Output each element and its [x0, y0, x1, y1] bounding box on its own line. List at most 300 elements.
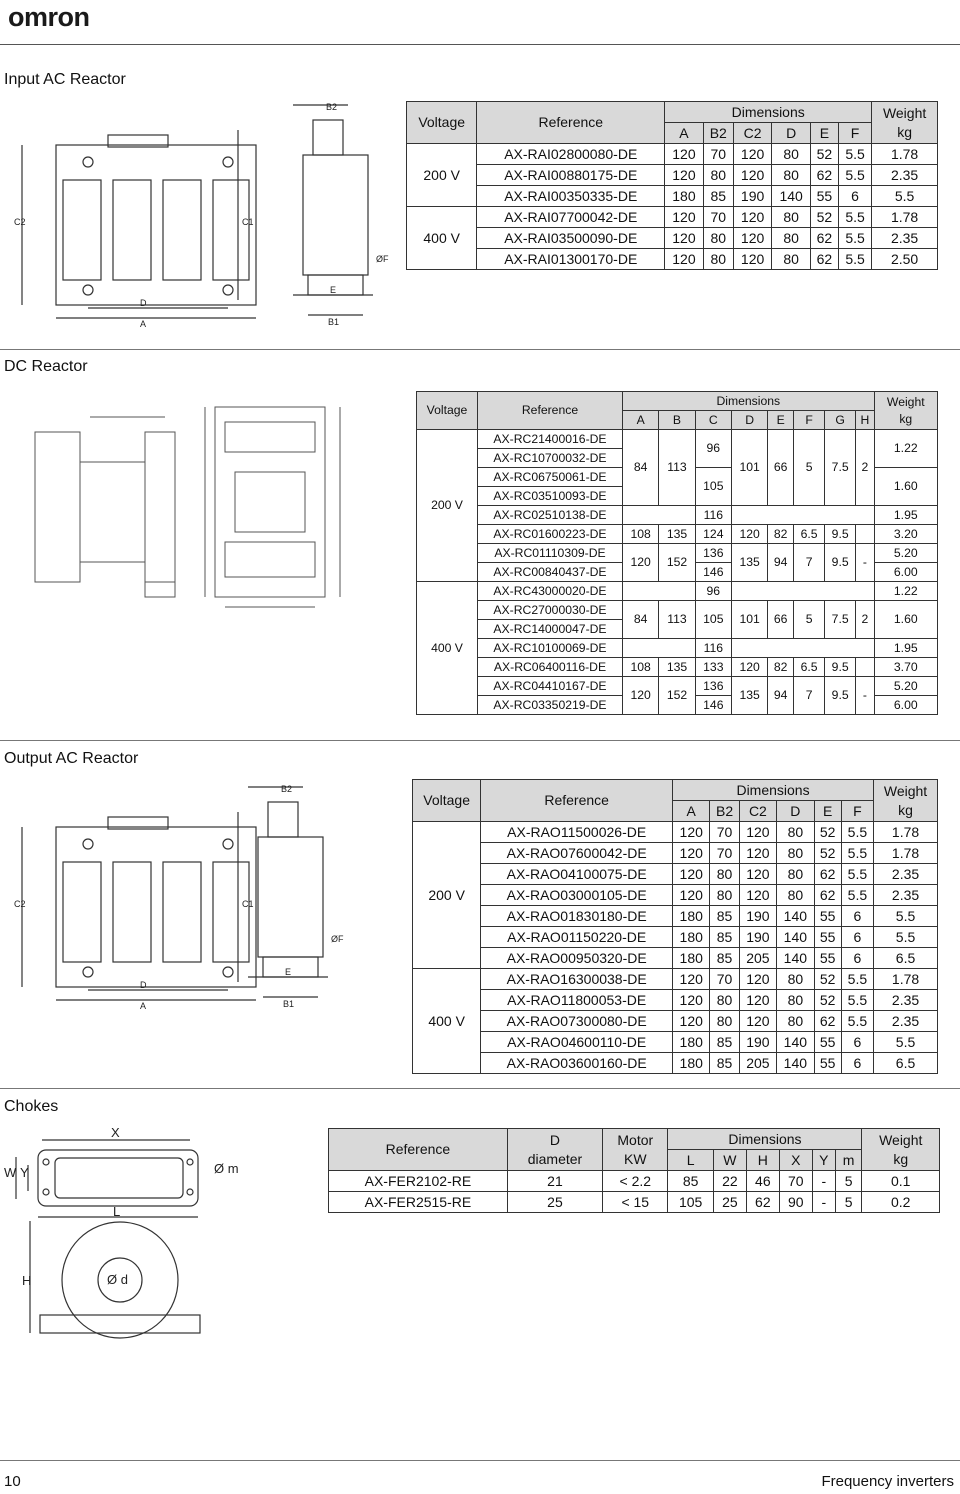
value-cell: 120 — [673, 1011, 710, 1032]
value-cell: 80 — [772, 207, 811, 228]
table-cell: 400 V — [417, 582, 478, 715]
value-cell: 55 — [814, 906, 841, 927]
table-cell: 135 — [731, 677, 767, 715]
col-b2: B2 — [703, 123, 733, 144]
col-c2: C2 — [733, 123, 772, 144]
footer-title: Frequency inverters — [821, 1473, 954, 1490]
table-cell: 3.20 — [874, 525, 937, 544]
reference-cell: AX-RAO11500026-DE — [481, 822, 673, 843]
value-cell: 120 — [739, 822, 776, 843]
voltage-cell: 400 V — [413, 969, 481, 1074]
table-row — [413, 822, 938, 843]
table-cell: 7 — [794, 677, 825, 715]
value-cell: 120 — [673, 990, 710, 1011]
value-cell: 120 — [739, 864, 776, 885]
dim-label-b1: B1 — [283, 999, 295, 1009]
table-cell: 84 — [623, 430, 659, 506]
value-cell: 90 — [779, 1192, 812, 1213]
table-cell — [623, 639, 696, 658]
dim-label-f: ØF — [376, 254, 389, 264]
value-cell: 180 — [673, 927, 710, 948]
voltage-cell: 200 V — [407, 144, 477, 207]
value-cell: 190 — [739, 927, 776, 948]
col-dimensions: Dimensions — [668, 1129, 862, 1150]
section-title-input-ac: Input AC Reactor — [4, 71, 126, 88]
value-cell: 22 — [713, 1171, 746, 1192]
table-cell: AX-RC21400016-DE — [478, 430, 623, 449]
value-cell: 120 — [665, 228, 704, 249]
value-cell: 25 — [507, 1192, 602, 1213]
value-cell: 80 — [777, 822, 814, 843]
col-reference: Reference — [477, 102, 665, 144]
value-cell: 120 — [665, 144, 704, 165]
value-cell: 140 — [777, 1032, 814, 1053]
table-cell — [856, 658, 874, 677]
table-cell: 113 — [659, 601, 695, 639]
col-weight: Weight kg — [874, 392, 937, 430]
value-cell: 180 — [673, 1053, 710, 1074]
value-cell: 70 — [703, 144, 733, 165]
col-reference: Reference — [481, 780, 673, 822]
table-row — [417, 392, 938, 411]
value-cell: 6.5 — [874, 1053, 938, 1074]
value-cell: 85 — [710, 1032, 739, 1053]
table-cell — [623, 582, 696, 601]
reference-cell: AX-RAO04100075-DE — [481, 864, 673, 885]
table-cell: AX-RC06400116-DE — [478, 658, 623, 677]
page-number: 10 — [4, 1473, 21, 1490]
table-row — [417, 525, 938, 544]
value-cell: 5.5 — [841, 885, 873, 906]
footer-rule — [0, 1460, 960, 1461]
table-cell: 146 — [695, 563, 731, 582]
value-cell: 62 — [810, 228, 838, 249]
dc-reactor-drawing — [30, 392, 370, 622]
dim-label-b2: B2 — [281, 784, 293, 794]
value-cell: < 2.2 — [603, 1171, 668, 1192]
value-cell: 120 — [739, 969, 776, 990]
value-cell: 120 — [673, 864, 710, 885]
value-cell: 120 — [665, 249, 704, 270]
value-cell: 80 — [703, 249, 733, 270]
value-cell: 5.5 — [841, 822, 873, 843]
table-cell: 6.5 — [794, 658, 825, 677]
voltage-cell: 200 V — [413, 822, 481, 969]
table-row — [329, 1171, 940, 1192]
value-cell: 80 — [772, 165, 811, 186]
value-cell: 52 — [814, 843, 841, 864]
value-cell: 6.5 — [874, 948, 938, 969]
table-cell: 82 — [768, 658, 794, 677]
table-row — [407, 186, 938, 207]
value-cell: 6 — [838, 186, 871, 207]
table-cell: 1.95 — [874, 506, 937, 525]
table-cell: 105 — [695, 468, 731, 506]
col-h: H — [856, 411, 874, 430]
value-cell: 85 — [703, 186, 733, 207]
value-cell: 80 — [777, 1011, 814, 1032]
table-cell: 7.5 — [825, 430, 856, 506]
col-d-diameter: D diameter — [507, 1129, 602, 1171]
value-cell: 120 — [673, 969, 710, 990]
col-weight: Weight kg — [862, 1129, 940, 1171]
table-cell: 116 — [695, 506, 731, 525]
table-cell: 96 — [695, 582, 731, 601]
table-cell: 108 — [623, 525, 659, 544]
section-rule — [0, 349, 960, 350]
value-cell: 52 — [814, 822, 841, 843]
col-motor-kw: Motor KW — [603, 1129, 668, 1171]
table-cell: 6.00 — [874, 696, 937, 715]
table-row — [407, 228, 938, 249]
input-ac-reactor-drawing — [8, 100, 403, 330]
value-cell: 55 — [810, 186, 838, 207]
table-cell: 3.70 — [874, 658, 937, 677]
value-cell: 120 — [733, 228, 772, 249]
col-w: W — [713, 1150, 746, 1171]
col-d: D — [772, 123, 811, 144]
table-row — [417, 430, 938, 449]
value-cell: 80 — [710, 990, 739, 1011]
table-row — [407, 207, 938, 228]
choke-drawing — [0, 1125, 260, 1365]
value-cell: 180 — [665, 186, 704, 207]
input-ac-table — [406, 101, 938, 270]
dim-label-d: D — [140, 980, 147, 990]
table-row — [413, 885, 938, 906]
value-cell: 140 — [777, 948, 814, 969]
table-cell: - — [856, 544, 874, 582]
table-cell: AX-RC01110309-DE — [478, 544, 623, 563]
value-cell: 5.5 — [874, 1032, 938, 1053]
table-row — [329, 1192, 940, 1213]
value-cell: 5 — [835, 1171, 862, 1192]
table-cell: AX-RC10100069-DE — [478, 639, 623, 658]
value-cell: 62 — [814, 885, 841, 906]
col-dimensions: Dimensions — [623, 392, 875, 411]
value-cell: 120 — [673, 822, 710, 843]
value-cell: 120 — [733, 165, 772, 186]
value-cell: 120 — [665, 165, 704, 186]
section-rule — [0, 740, 960, 741]
table-cell: 9.5 — [825, 525, 856, 544]
table-cell: - — [856, 677, 874, 715]
table-cell: 1.60 — [874, 468, 937, 506]
choke-label-w: W — [4, 1165, 17, 1180]
choke-label-y: Y — [20, 1165, 29, 1180]
table-row — [413, 948, 938, 969]
table-cell: AX-RC03350219-DE — [478, 696, 623, 715]
output-ac-body — [413, 822, 938, 1074]
table-cell: 94 — [768, 677, 794, 715]
table-cell: 84 — [623, 601, 659, 639]
table-row — [413, 1011, 938, 1032]
value-cell: 85 — [710, 927, 739, 948]
value-cell: 62 — [814, 864, 841, 885]
col-a: A — [623, 411, 659, 430]
col-reference: Reference — [329, 1129, 508, 1171]
value-cell: 80 — [710, 885, 739, 906]
table-row — [413, 927, 938, 948]
table-row — [407, 165, 938, 186]
table-row — [417, 658, 938, 677]
value-cell: 5.5 — [872, 186, 938, 207]
col-voltage: Voltage — [417, 392, 478, 430]
col-f: F — [794, 411, 825, 430]
value-cell: 70 — [779, 1171, 812, 1192]
table-cell: 1.95 — [874, 639, 937, 658]
col-f: F — [841, 801, 873, 822]
value-cell: 2.50 — [872, 249, 938, 270]
reference-cell: AX-RAO00950320-DE — [481, 948, 673, 969]
col-g: G — [825, 411, 856, 430]
col-l: L — [668, 1150, 713, 1171]
value-cell: 5.5 — [841, 1011, 873, 1032]
table-cell — [623, 506, 696, 525]
reference-cell: AX-RAO04600110-DE — [481, 1032, 673, 1053]
table-row — [417, 506, 938, 525]
value-cell: 1.78 — [874, 843, 938, 864]
value-cell: 205 — [739, 1053, 776, 1074]
value-cell: 180 — [673, 906, 710, 927]
table-cell: 9.5 — [825, 677, 856, 715]
dim-label-e: E — [285, 967, 292, 977]
table-cell: 120 — [731, 525, 767, 544]
table-row — [417, 544, 938, 563]
table-cell: 135 — [731, 544, 767, 582]
col-c: C — [695, 411, 731, 430]
col-f: F — [838, 123, 871, 144]
value-cell: 120 — [733, 144, 772, 165]
table-cell: AX-RC04410167-DE — [478, 677, 623, 696]
section-title-output-ac: Output AC Reactor — [4, 750, 139, 767]
col-a: A — [673, 801, 710, 822]
reference-cell: AX-RAO11800053-DE — [481, 990, 673, 1011]
table-cell — [856, 525, 874, 544]
col-a: A — [665, 123, 704, 144]
value-cell: 5.5 — [841, 990, 873, 1011]
value-cell: - — [812, 1192, 835, 1213]
dim-label-d: D — [140, 298, 147, 308]
value-cell: 190 — [739, 906, 776, 927]
value-cell: 120 — [673, 843, 710, 864]
output-ac-reactor-drawing — [8, 782, 403, 1012]
table-cell: 120 — [623, 677, 659, 715]
reference-cell: AX-RAO07300080-DE — [481, 1011, 673, 1032]
value-cell: 1.78 — [874, 969, 938, 990]
value-cell: 62 — [746, 1192, 779, 1213]
table-row — [413, 990, 938, 1011]
reference-cell: AX-RAO07600042-DE — [481, 843, 673, 864]
value-cell: 2.35 — [872, 165, 938, 186]
value-cell: 190 — [739, 1032, 776, 1053]
table-row — [413, 780, 938, 801]
table-row — [329, 1129, 940, 1150]
reference-cell: AX-FER2515-RE — [329, 1192, 508, 1213]
table-cell: AX-RC14000047-DE — [478, 620, 623, 639]
table-row — [413, 969, 938, 990]
value-cell: 5 — [835, 1192, 862, 1213]
value-cell: 52 — [810, 207, 838, 228]
reference-cell: AX-FER2102-RE — [329, 1171, 508, 1192]
table-cell: 96 — [695, 430, 731, 468]
section-title-chokes: Chokes — [4, 1098, 59, 1115]
table-cell: 1.22 — [874, 430, 937, 468]
value-cell: 180 — [673, 1032, 710, 1053]
value-cell: 120 — [739, 1011, 776, 1032]
value-cell: 5.5 — [838, 165, 871, 186]
value-cell: 0.1 — [862, 1171, 940, 1192]
table-cell: 105 — [695, 601, 731, 639]
table-cell: 152 — [659, 677, 695, 715]
table-cell — [731, 582, 874, 601]
value-cell: 5.5 — [874, 927, 938, 948]
value-cell: 46 — [746, 1171, 779, 1192]
value-cell: 140 — [777, 927, 814, 948]
col-b2: B2 — [710, 801, 739, 822]
value-cell: 70 — [710, 843, 739, 864]
table-row — [417, 639, 938, 658]
table-cell: 120 — [623, 544, 659, 582]
value-cell: 52 — [810, 144, 838, 165]
value-cell: 2.35 — [874, 864, 938, 885]
table-row — [413, 864, 938, 885]
table-cell: 1.22 — [874, 582, 937, 601]
value-cell: 120 — [739, 990, 776, 1011]
value-cell: 80 — [777, 969, 814, 990]
table-cell: 6.5 — [794, 525, 825, 544]
table-cell: AX-RC10700032-DE — [478, 449, 623, 468]
table-cell: 66 — [768, 430, 794, 506]
dim-label-c1: C1 — [242, 217, 254, 227]
value-cell: 140 — [777, 1053, 814, 1074]
table-cell: 120 — [731, 658, 767, 677]
value-cell: 105 — [668, 1192, 713, 1213]
table-cell: 2 — [856, 601, 874, 639]
dim-label-c1: C1 — [242, 899, 254, 909]
choke-label-x: X — [111, 1125, 120, 1140]
value-cell: 2.35 — [874, 1011, 938, 1032]
value-cell: 80 — [777, 885, 814, 906]
value-cell: 85 — [710, 948, 739, 969]
table-cell: 9.5 — [825, 544, 856, 582]
table-cell: 9.5 — [825, 658, 856, 677]
value-cell: 6 — [841, 927, 873, 948]
table-cell: AX-RC27000030-DE — [478, 601, 623, 620]
value-cell: 52 — [814, 969, 841, 990]
col-c2: C2 — [739, 801, 776, 822]
dim-label-f: ØF — [331, 934, 344, 944]
col-d: D — [731, 411, 767, 430]
col-voltage: Voltage — [407, 102, 477, 144]
value-cell: 2.35 — [874, 990, 938, 1011]
voltage-cell: 400 V — [407, 207, 477, 270]
value-cell: 62 — [810, 165, 838, 186]
value-cell: 120 — [733, 249, 772, 270]
value-cell: 85 — [710, 906, 739, 927]
col-dimensions: Dimensions — [673, 780, 874, 801]
value-cell: 140 — [777, 906, 814, 927]
value-cell: 21 — [507, 1171, 602, 1192]
value-cell: 120 — [733, 207, 772, 228]
value-cell: 5.5 — [838, 228, 871, 249]
section-title-dc: DC Reactor — [4, 358, 88, 375]
table-cell: AX-RC06750061-DE — [478, 468, 623, 487]
table-cell: AX-RC02510138-DE — [478, 506, 623, 525]
header-rule — [0, 44, 960, 45]
value-cell: 5.5 — [841, 969, 873, 990]
value-cell: 80 — [777, 990, 814, 1011]
value-cell: 120 — [739, 843, 776, 864]
col-voltage: Voltage — [413, 780, 481, 822]
table-cell: 101 — [731, 601, 767, 639]
table-row — [413, 1053, 938, 1074]
table-cell: 135 — [659, 525, 695, 544]
col-weight: Weight kg — [874, 780, 938, 822]
col-y: Y — [812, 1150, 835, 1171]
table-cell: 5.20 — [874, 677, 937, 696]
table-cell: AX-RC43000020-DE — [478, 582, 623, 601]
value-cell: 1.78 — [874, 822, 938, 843]
col-h: H — [746, 1150, 779, 1171]
table-row — [407, 144, 938, 165]
dim-label-b1: B1 — [328, 317, 340, 327]
table-cell: 152 — [659, 544, 695, 582]
col-weight: Weight kg — [872, 102, 938, 144]
table-row — [413, 843, 938, 864]
table-cell: 200 V — [417, 430, 478, 582]
value-cell: 2.35 — [874, 885, 938, 906]
value-cell: 70 — [703, 207, 733, 228]
table-cell: 136 — [695, 544, 731, 563]
value-cell: 85 — [668, 1171, 713, 1192]
table-cell: 6.00 — [874, 563, 937, 582]
value-cell: 55 — [814, 1032, 841, 1053]
table-cell — [731, 506, 874, 525]
table-cell: AX-RC03510093-DE — [478, 487, 623, 506]
value-cell: 120 — [665, 207, 704, 228]
table-cell: 136 — [695, 677, 731, 696]
value-cell: 80 — [772, 249, 811, 270]
table-cell: AX-RC00840437-DE — [478, 563, 623, 582]
dim-label-a: A — [140, 319, 147, 329]
value-cell: 80 — [772, 144, 811, 165]
table-cell: 133 — [695, 658, 731, 677]
col-m: m — [835, 1150, 862, 1171]
value-cell: 1.78 — [872, 207, 938, 228]
table-cell: 101 — [731, 430, 767, 506]
value-cell: 6 — [841, 1053, 873, 1074]
value-cell: 5.5 — [838, 144, 871, 165]
choke-label-l: L — [113, 1204, 121, 1219]
table-cell: AX-RC01600223-DE — [478, 525, 623, 544]
value-cell: 80 — [777, 843, 814, 864]
col-b: B — [659, 411, 695, 430]
value-cell: 5.5 — [841, 864, 873, 885]
table-cell: 94 — [768, 544, 794, 582]
table-cell: 1.60 — [874, 601, 937, 639]
brand-logo: omron — [8, 2, 90, 32]
value-cell: 5.5 — [874, 906, 938, 927]
value-cell: 80 — [772, 228, 811, 249]
table-cell: 7.5 — [825, 601, 856, 639]
col-e: E — [810, 123, 838, 144]
reference-cell: AX-RAO16300038-DE — [481, 969, 673, 990]
dc-table — [416, 391, 938, 715]
table-cell: 5 — [794, 601, 825, 639]
value-cell: 55 — [814, 1053, 841, 1074]
reference-cell: AX-RAO01830180-DE — [481, 906, 673, 927]
